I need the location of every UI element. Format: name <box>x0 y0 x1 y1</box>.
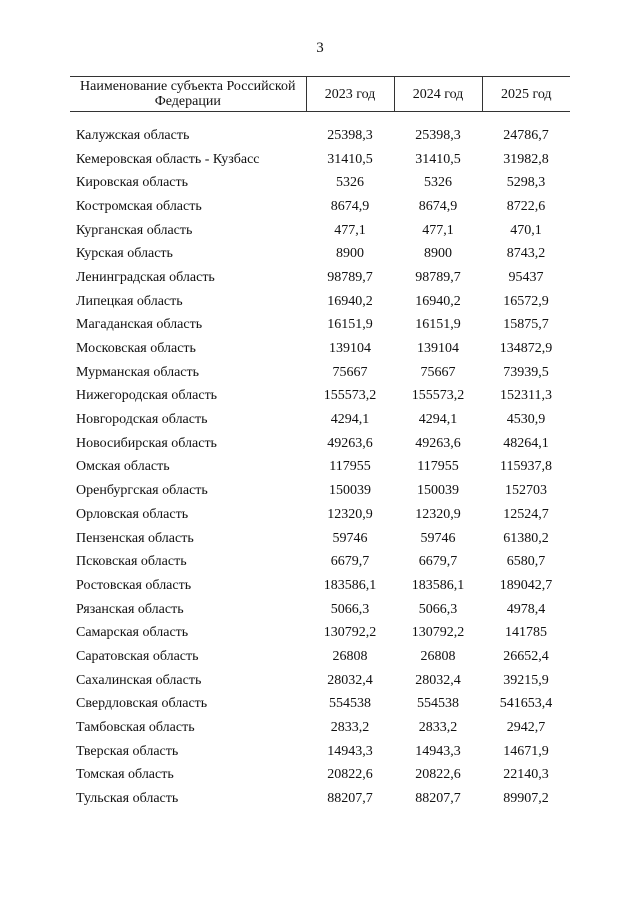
table-row <box>70 337 570 361</box>
table-row <box>70 669 570 693</box>
cell-region-name: Орловская область <box>76 506 189 522</box>
cell-value-2025: 5298,3 <box>506 175 546 191</box>
cell-value-2025: 152703 <box>505 483 547 499</box>
regions-table <box>70 76 570 811</box>
table-row <box>70 314 570 338</box>
cell-value-2024: 8674,9 <box>418 198 458 214</box>
cell-value-2024: 117955 <box>417 459 459 475</box>
table-row <box>70 124 570 148</box>
cell-value-2023: 16151,9 <box>327 317 373 333</box>
header-row <box>70 77 570 112</box>
cell-region-name: Саратовская область <box>76 648 199 664</box>
cell-value-2024: 477,1 <box>422 222 454 238</box>
cell-value-2024: 16940,2 <box>415 293 461 309</box>
cell-value-2024: 8900 <box>424 246 452 262</box>
cell-value-2025: 61380,2 <box>503 530 549 546</box>
table-row <box>70 479 570 503</box>
cell-value-2025: 48264,1 <box>503 435 549 451</box>
cell-value-2023: 5326 <box>336 175 364 191</box>
cell-value-2025: 89907,2 <box>503 791 549 807</box>
cell-value-2024: 16151,9 <box>415 317 461 333</box>
cell-region-name: Костромская область <box>76 198 202 214</box>
table-header <box>70 77 570 112</box>
cell-value-2023: 49263,6 <box>327 435 373 451</box>
table-row <box>70 550 570 574</box>
cell-value-2025: 4978,4 <box>506 601 546 617</box>
cell-value-2024: 88207,7 <box>415 791 461 807</box>
cell-value-2025: 115937,8 <box>500 459 552 475</box>
cell-value-2023: 88207,7 <box>327 791 373 807</box>
cell-region-name: Курганская область <box>76 222 193 238</box>
cell-value-2025: 15875,7 <box>503 317 549 333</box>
cell-value-2023: 4294,1 <box>330 412 370 428</box>
data-table-container <box>70 76 570 811</box>
table-row <box>70 290 570 314</box>
header-region-name: Наименование субъекта Российской Федерации <box>70 77 306 112</box>
table-row <box>70 716 570 740</box>
cell-value-2024: 26808 <box>420 648 456 664</box>
cell-region-name: Кировская область <box>76 175 189 191</box>
cell-value-2025: 541653,4 <box>499 696 553 712</box>
cell-value-2024: 14943,3 <box>415 743 461 759</box>
table-row <box>70 408 570 432</box>
cell-region-name: Тульская область <box>76 791 179 807</box>
cell-value-2024: 155573,2 <box>411 388 465 404</box>
table-row <box>70 787 570 811</box>
table-row <box>70 361 570 385</box>
cell-region-name: Ростовская область <box>76 577 192 593</box>
cell-value-2024: 25398,3 <box>415 127 461 143</box>
table-row <box>70 171 570 195</box>
cell-region-name: Псковская область <box>76 554 187 570</box>
cell-value-2023: 8674,9 <box>330 198 370 214</box>
table-row <box>70 432 570 456</box>
cell-value-2024: 49263,6 <box>415 435 461 451</box>
cell-value-2023: 183586,1 <box>323 577 377 593</box>
cell-region-name: Оренбургская область <box>76 483 208 499</box>
cell-region-name: Новгородская область <box>76 412 208 428</box>
cell-value-2023: 2833,2 <box>330 720 370 736</box>
table-row <box>70 195 570 219</box>
cell-region-name: Кемеровская область - Кузбасс <box>76 151 260 167</box>
header-year-2024: 2024 год <box>394 77 482 112</box>
cell-value-2023: 130792,2 <box>323 625 377 641</box>
cell-value-2023: 98789,7 <box>327 269 373 285</box>
cell-value-2023: 150039 <box>329 483 371 499</box>
table-row <box>70 527 570 551</box>
cell-value-2025: 73939,5 <box>503 364 549 380</box>
table-row <box>70 764 570 788</box>
cell-region-name: Мурманская область <box>76 364 200 380</box>
cell-value-2025: 189042,7 <box>499 577 553 593</box>
page-number: 3 <box>316 40 324 56</box>
table-row <box>70 242 570 266</box>
cell-value-2025: 134872,9 <box>499 341 553 357</box>
cell-value-2024: 5066,3 <box>418 601 458 617</box>
cell-region-name: Нижегородская область <box>76 388 218 404</box>
cell-value-2025: 6580,7 <box>506 554 546 570</box>
cell-value-2023: 31410,5 <box>327 151 373 167</box>
header-year-2025: 2025 год <box>482 77 570 112</box>
cell-value-2025: 141785 <box>505 625 547 641</box>
cell-region-name: Магаданская область <box>76 317 203 333</box>
cell-value-2024: 5326 <box>424 175 452 191</box>
cell-value-2023: 26808 <box>332 648 368 664</box>
cell-region-name: Тамбовская область <box>76 720 195 736</box>
cell-region-name: Ленинградская область <box>76 269 215 285</box>
table-row <box>70 456 570 480</box>
cell-region-name: Свердловская область <box>76 696 208 712</box>
cell-value-2023: 5066,3 <box>330 601 370 617</box>
table-row <box>70 645 570 669</box>
cell-region-name: Рязанская область <box>76 601 184 617</box>
cell-value-2025: 8722,6 <box>506 198 546 214</box>
table-row <box>70 148 570 172</box>
cell-value-2023: 8900 <box>336 246 364 262</box>
cell-value-2025: 8743,2 <box>506 246 546 262</box>
table-row <box>70 598 570 622</box>
cell-value-2024: 20822,6 <box>415 767 461 783</box>
cell-value-2025: 39215,9 <box>503 672 549 688</box>
header-year-2023: 2023 год <box>306 77 394 112</box>
cell-value-2025: 24786,7 <box>503 127 549 143</box>
table-row <box>70 503 570 527</box>
table-body <box>70 124 570 811</box>
header-spacer <box>70 112 570 125</box>
cell-value-2025: 2942,7 <box>506 720 546 736</box>
cell-region-name: Омская область <box>76 459 170 475</box>
cell-value-2023: 14943,3 <box>327 743 373 759</box>
cell-value-2023: 117955 <box>329 459 371 475</box>
cell-value-2025: 152311,3 <box>500 388 552 404</box>
cell-value-2025: 31982,8 <box>503 151 549 167</box>
cell-value-2025: 470,1 <box>510 222 542 238</box>
cell-value-2023: 28032,4 <box>327 672 373 688</box>
cell-value-2023: 20822,6 <box>327 767 373 783</box>
cell-value-2025: 4530,9 <box>506 412 546 428</box>
cell-value-2023: 139104 <box>329 341 371 357</box>
cell-value-2024: 150039 <box>417 483 459 499</box>
cell-value-2024: 183586,1 <box>411 577 465 593</box>
cell-value-2024: 4294,1 <box>418 412 458 428</box>
cell-value-2024: 554538 <box>417 696 459 712</box>
cell-value-2024: 12320,9 <box>415 506 461 522</box>
cell-region-name: Курская область <box>76 246 173 262</box>
table-row <box>70 693 570 717</box>
cell-value-2023: 554538 <box>329 696 371 712</box>
cell-value-2024: 59746 <box>420 530 456 546</box>
cell-region-name: Томская область <box>76 767 174 783</box>
cell-region-name: Сахалинская область <box>76 672 202 688</box>
cell-region-name: Самарская область <box>76 625 189 641</box>
table-row <box>70 740 570 764</box>
cell-region-name: Новосибирская область <box>76 435 217 451</box>
cell-value-2024: 139104 <box>417 341 459 357</box>
cell-value-2025: 14671,9 <box>503 743 549 759</box>
cell-value-2025: 16572,9 <box>503 293 549 309</box>
cell-value-2023: 6679,7 <box>330 554 370 570</box>
cell-value-2024: 6679,7 <box>418 554 458 570</box>
cell-region-name: Калужская область <box>76 127 190 143</box>
cell-value-2025: 95437 <box>508 269 544 285</box>
cell-value-2023: 59746 <box>332 530 368 546</box>
cell-value-2024: 2833,2 <box>418 720 458 736</box>
cell-value-2024: 98789,7 <box>415 269 461 285</box>
cell-region-name: Тверская область <box>76 743 179 759</box>
cell-value-2023: 477,1 <box>334 222 366 238</box>
cell-value-2024: 130792,2 <box>411 625 465 641</box>
cell-value-2024: 31410,5 <box>415 151 461 167</box>
table-row <box>70 219 570 243</box>
cell-value-2025: 22140,3 <box>503 767 549 783</box>
cell-value-2023: 75667 <box>332 364 368 380</box>
cell-region-name: Пензенская область <box>76 530 194 546</box>
table-row <box>70 266 570 290</box>
table-row <box>70 385 570 409</box>
cell-value-2024: 28032,4 <box>415 672 461 688</box>
table-row <box>70 621 570 645</box>
cell-region-name: Липецкая область <box>76 293 183 309</box>
cell-value-2025: 26652,4 <box>503 648 549 664</box>
cell-value-2023: 16940,2 <box>327 293 373 309</box>
cell-value-2023: 25398,3 <box>327 127 373 143</box>
cell-value-2025: 12524,7 <box>503 506 549 522</box>
cell-value-2024: 75667 <box>420 364 456 380</box>
table-row <box>70 574 570 598</box>
cell-value-2023: 155573,2 <box>323 388 377 404</box>
cell-region-name: Московская область <box>76 341 196 357</box>
cell-value-2023: 12320,9 <box>327 506 373 522</box>
